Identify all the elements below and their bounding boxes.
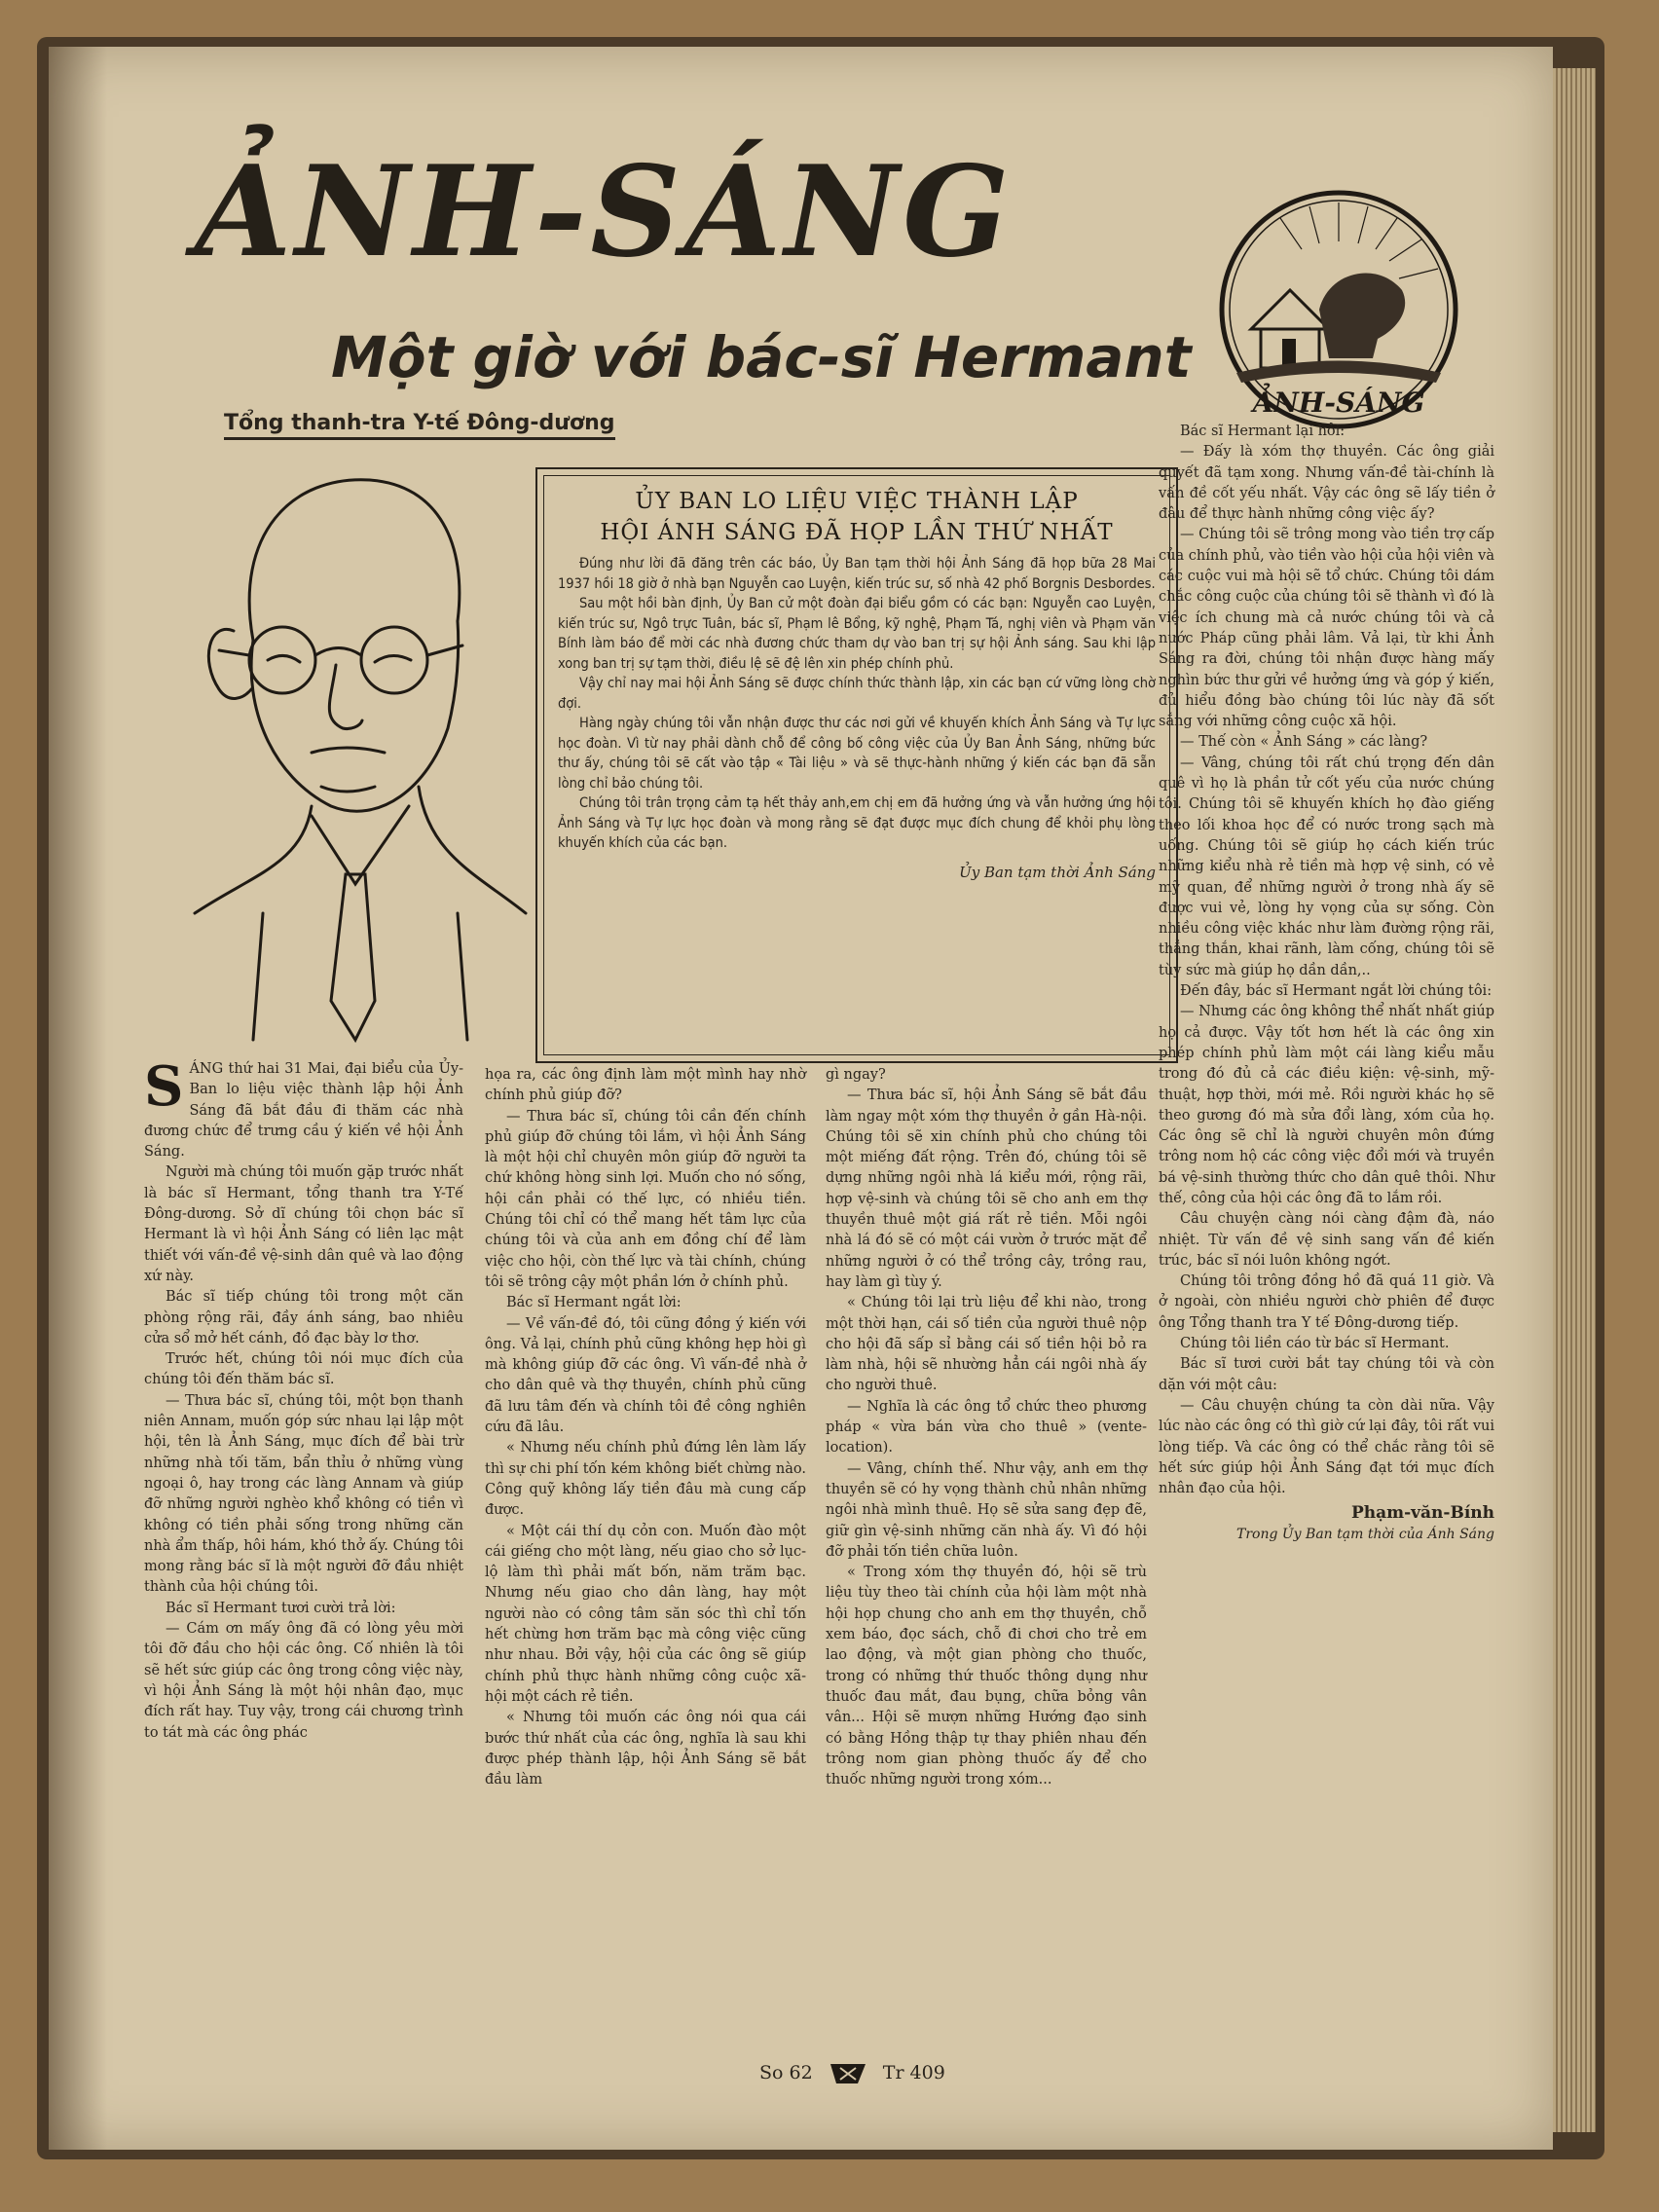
masthead-title: ẢNH-SÁNG xyxy=(195,139,1014,285)
article-paragraph: — Về vấn-đề đó, tôi cũng đồng ý kiến với ông. Vả lại, chính phủ cũng không hẹp hòi gì mà không giúp đỡ các ông. Vì vấn-đề nhà ở cho dân quê và thợ thuyền, chính phủ cũng đã lưu tâm đến và chính tôi đề công nghiên cứu đã lâu. xyxy=(485,1315,806,1436)
article-paragraph: Bác sĩ Hermant lại hỏi: xyxy=(1180,424,1346,439)
article-paragraph: Bác sĩ Hermant tươi cười trả lời: xyxy=(166,1600,396,1616)
house-roof-icon xyxy=(1251,290,1329,329)
page-stack-edge xyxy=(1553,68,1596,2132)
article-paragraph: — Câu chuyện chúng ta còn dài nữa. Vậy lúc nào các ông có thì giờ cứ lại đây, tôi rất vui lòng tiếp. Và các ông có thể chắc rằng tôi sẽ hết sức giúp hội Ảnh Sáng đạt tới mục đích nhân đạo của hội. xyxy=(1159,1397,1494,1497)
article-paragraph: — Nghĩa là các ông tổ chức theo phương pháp « vừa bán vừa cho thuê » (vente-location). xyxy=(826,1398,1147,1456)
newspaper-page xyxy=(49,47,1553,2150)
article-column-1 xyxy=(144,1054,463,1744)
notice-paragraph: Vậy chỉ nay mai hội Ảnh Sáng sẽ được chính thức thành lập, xin các bạn cứ vững lòng chờ đợi. xyxy=(558,676,1156,712)
article-paragraph: Đến đây, bác sĩ Hermant ngắt lời chúng tôi: xyxy=(1180,983,1493,1000)
ear-icon xyxy=(208,629,251,698)
article-paragraph: — Vâng, chính thế. Như vậy, anh em thợ thuyền sẽ có hy vọng thành chủ nhân những ngôi nhà mình thuê. Họ sẽ sửa sang đẹp đẽ, giữ gìn vệ-sinh những căn nhà ấy. Vì đó hội đỡ phải tốn tiền chữa luôn. xyxy=(826,1460,1147,1560)
article-column-4 xyxy=(1159,422,1494,1545)
drop-cap: S xyxy=(144,1054,184,1119)
notice-paragraph: Đúng như lời đã đăng trên các báo, Ủy Ban tạm thời hội Ảnh Sáng đã họp bữa 28 Mai 1937 hồi 18 giờ ở nhà bạn Nguyễn cao Luyện, kiến trúc sư, số nhà 42 phố Borgnis Desbordes. xyxy=(558,556,1156,592)
notice-heading-line1: ỦY BAN LO LIỆU VIỆC THÀNH LẬP xyxy=(635,489,1079,514)
article-paragraph: Bác sĩ tươi cười bắt tay chúng tôi và còn dặn với một câu: xyxy=(1159,1356,1494,1393)
shoulder-line xyxy=(195,806,312,913)
article-title: Một giờ với bác-sĩ Hermant xyxy=(331,324,1192,390)
article-paragraph: Trước hết, chúng tôi nói mục đích của chúng tôi đến thăm bác sĩ. xyxy=(144,1351,463,1388)
article-paragraph: Bác sĩ tiếp chúng tôi trong một căn phòng rộng rãi, đầy ánh sáng, bao nhiêu cửa sổ mở hết cánh, đồ đạc bày lơ thơ. xyxy=(144,1289,463,1346)
fist-icon xyxy=(1319,274,1405,358)
article-paragraph: — Thưa bác sĩ, chúng tôi, một bọn thanh niên Annam, muốn góp sức nhau lại lập một hội, tên là Ảnh Sáng, mục đích để bài trừ những nhà tối tăm, bẩn thỉu ở những vùng ngoại ô, hay trong các làng Annam và giúp đỡ những người nghèo khổ không có tiền vì không có tiền phải sống trong những căn nhà ẩm thấp, hôi hám, khó thở ấy. Chúng tôi mong rằng bác sĩ là một người đỡ đầu nhiệt thành của hội chúng tôi. xyxy=(144,1392,463,1596)
article-paragraph: họa ra, các ông định làm một mình hay nhờ chính phủ giúp đỡ? xyxy=(485,1067,806,1104)
notice-paragraph: Sau một hồi bàn định, Ủy Ban cử một đoàn đại biểu gồm có các bạn: Nguyễn cao Luyện, kiến trúc sư, Ngô trực Tuân, bác sĩ, Phạm lê Bổng, kỹ nghệ, Phạm Tá, nghị viên và Phạm văn Bính làm báo để mời các nhà đương chức tham dự vào ban trị sự hội Ảnh sáng. Sau khi lập xong ban trị sự tạm thời, điều lệ sẽ đệ lên xin phép chính phủ. xyxy=(558,596,1156,672)
article-byline: Tổng thanh-tra Y-tế Đông-dương xyxy=(224,411,615,440)
article-paragraph: « Chúng tôi lại trù liệu để khi nào, trong một thời hạn, cái số tiền của người thuê nộp cho hội đã sấp sỉ bằng cái số tiền hội bỏ ra làm nhà, hội sẽ nhường hẳn cái ngôi nhà ấy cho người thuê. xyxy=(826,1295,1147,1394)
glasses-right-icon xyxy=(361,627,427,693)
collar-icon xyxy=(312,806,409,884)
notice-signature: Ủy Ban tạm thời Ảnh Sáng xyxy=(959,863,1156,881)
logo-text: ẢNH-SÁNG xyxy=(1252,387,1425,419)
article-paragraph: — Đấy là xóm thợ thuyền. Các ông giải quyết đã tạm xong. Nhưng vấn-đề tài-chính là vấn đề cốt yếu nhất. Vậy các ông sẽ lấy tiền ở đâu để thực hành những công việc ấy? xyxy=(1159,444,1494,523)
article-paragraph: — Thưa bác sĩ, hội Ảnh Sáng sẽ bắt đầu làm ngay một xóm thợ thuyền ở gần Hà-nội. Chúng tôi sẽ xin chính phủ cho chúng tôi một miếng đất rộng. Trên đó, chúng tôi sẽ dựng những ngôi nhà lá kiểu mới, rộng rãi, hợp vệ-sinh và chúng tôi sẽ cho anh em thợ thuyền thuê một giá rất rẻ tiền. Mỗi ngôi nhà lá đó sẽ có một cái vườn ở trước mặt để những người ở có thể trồng cây, trồng rau, hay làm gì tùy ý. xyxy=(826,1088,1147,1290)
article-paragraph: « Nhưng tôi muốn các ông nói qua cái bước thứ nhất của các ông, nghĩa là sau khi được phép thành lập, hội Ảnh Sáng sẽ bắt đầu làm xyxy=(485,1710,806,1788)
article-paragraph: — Cám ơn mấy ông đã có lòng yêu mời tôi đỡ đầu cho hội các ông. Cố nhiên là tôi sẽ hết sức giúp các ông trong công việc này, vì hội Ảnh Sáng là một hội nhân đạo, mục đích rất hay. Tuy vậy, trong cái chương trình to tát mà các ông phác xyxy=(144,1621,463,1741)
article-paragraph: — Nhưng các ông không thể nhất nhất giúp họ cả được. Vậy tốt hơn hết là các ông xin phép chính phủ làm một cái làng kiểu mẫu trong đó đủ cả các điều kiện: vệ-sinh, mỹ-thuật, hợp thời, mới mẻ. Rồi người khác họ sẽ theo gương đó mà sửa đổi làng, xóm của họ. Các ông sẽ chỉ là người chuyên môn đứng trông nom hộ các công việc đổi mới và truyền bá vệ-sinh thường thức cho dân quê thôi. Như thế, công của hội các ông đã to lắm rồi. xyxy=(1159,1004,1494,1206)
article-column-3 xyxy=(826,1065,1147,1790)
article-paragraph: Câu chuyện càng nói càng đậm đà, náo nhiệt. Từ vấn đề vệ sinh sang vấn đề kiến trúc, bác sĩ nói luôn không ngớt. xyxy=(1159,1211,1494,1269)
author-affiliation: Trong Ủy Ban tạm thời của Ánh Sáng xyxy=(1235,1526,1494,1542)
anh-sang-logo xyxy=(1212,183,1465,446)
page-number: Tr 409 xyxy=(882,2062,945,2083)
lead-paragraph: SÁNG thứ hai 31 Mai, đại biểu của Ủy-Ban lo liệu việc thành lập hội Ảnh Sáng đã bắt đầu đi thăm các nhà đương chức để trưng cầu ý kiến về hội Ảnh Sáng. xyxy=(144,1054,463,1161)
author-signature: Phạm-văn-Bính xyxy=(1350,1503,1494,1524)
article-paragraph: « Một cái thí dụ cỏn con. Muốn đào một cái giếng cho một làng, nếu giao cho sở lục-lộ làm thì phải mất bốn, năm trăm bạc. Nhưng nếu giao cho dân làng, hay một người nào có công tâm săn sóc thì chỉ tốn hết chừng hơn trăm bạc mà công việc cũng như nhau. Bởi vậy, hội của các ông sẽ giúp chính phủ thực hành những công cuộc xã-hội một cách rẻ tiền. xyxy=(485,1523,806,1705)
head-outline xyxy=(249,480,460,641)
binding-shadow xyxy=(49,47,107,2150)
notice-heading-line2: HỘI ÁNH SÁNG ĐÃ HỌP LẦN THỨ NHẤT xyxy=(600,520,1114,545)
publisher-mark-icon xyxy=(829,2060,867,2087)
portrait-drawing xyxy=(175,456,535,1059)
issue-number: So 62 xyxy=(759,2062,813,2083)
page-footer xyxy=(759,2060,945,2087)
mouth-icon xyxy=(312,748,385,753)
article-paragraph: Chúng tôi trông đồng hồ đã quá 11 giờ. Và ở ngoài, còn nhiều người chờ phiên để được ông Tổng thanh tra Y tế Đông-dương tiếp. xyxy=(1159,1273,1494,1331)
committee-notice-box xyxy=(535,467,1178,1063)
article-paragraph: — Chúng tôi sẽ trông mong vào tiền trợ cấp của chính phủ, vào tiền vào hội của hội viên và các cuộc vui mà hội sẽ tổ chức. Chúng tôi dám chắc công cuộc của chúng tôi sẽ thành vì đó là việc ích chung mà cả nước chúng tôi và cả nước Pháp cũng phải lâm. Vả lại, từ khi Ảnh Sáng ra đời, chúng tôi nhận được hàng mấy nghìn bức thư gửi về hưởng ứng và góp ý kiến, đủ hiểu đồng bào chúng tôi lúc này đã sốt sắng với những công cuộc xã hội. xyxy=(1159,527,1494,730)
ground-icon xyxy=(1236,361,1441,384)
article-paragraph: Bác sĩ Hermant ngắt lời: xyxy=(506,1295,682,1311)
article-paragraph: Chúng tôi liền cáo từ bác sĩ Hermant. xyxy=(1180,1336,1450,1352)
glasses-left-icon xyxy=(249,627,315,693)
article-column-2 xyxy=(485,1065,806,1790)
article-paragraph: — Thế còn « Ảnh Sáng » các làng? xyxy=(1180,734,1428,751)
article-paragraph: — Vâng, chúng tôi rất chú trọng đến dân quê vì họ là phần tử cốt yếu của nước chúng tôi. Chúng tôi sẽ khuyến khích họ đào giếng theo lối khoa học để có nước trong sạch mà uống. Chúng tôi sẽ giúp họ cách kiến trúc những kiểu nhà rẻ tiền mà hợp vệ sinh, có vẻ mỹ quan, để những người ở trong nhà ấy sẽ được vui vẻ, lòng hy vọng của sự sống. Còn nhiều công việc khác như làm đường rộng rãi, thẳng thắn, khai rãnh, làm cống, chúng tôi sẽ tùy sức mà giúp họ dần dần,.. xyxy=(1159,755,1494,978)
notice-paragraph: Chúng tôi trân trọng cảm tạ hết thảy anh,em chị em đã hưởng ứng và vẫn hưởng ứng hội Ảnh Sáng và Tự lực học đoàn và mong rằng sẽ đạt được mục đích chung để khỏi phụ lòng khuyến khích của các bạn. xyxy=(558,795,1156,851)
nose-icon xyxy=(329,665,362,729)
article-paragraph: Người mà chúng tôi muốn gặp trước nhất là bác sĩ Hermant, tổng thanh tra Y-Tế Đông-dương. Sở dĩ chúng tôi chọn bác sĩ Hermant là vì hội Ảnh Sáng có liên lạc mật thiết với vấn-đề vệ-sinh dân quê và lao động xứ này. xyxy=(144,1164,463,1284)
notice-paragraph: Hàng ngày chúng tôi vẫn nhận được thư các nơi gửi về khuyến khích Ảnh Sáng và Tự lực học đoàn. Vì từ nay phải dành chỗ để công bố công việc của Ủy Ban Ảnh Sáng, những bức thư ấy, chúng tôi sẽ cất vào tập « Tài liệu » và sẽ thực-hành những ý kiến các bạn đã sẵn lòng chỉ bảo chúng tôi. xyxy=(558,716,1156,792)
article-paragraph: gì ngay? xyxy=(826,1067,886,1083)
article-paragraph: « Trong xóm thợ thuyền đó, hội sẽ trù liệu tùy theo tài chính của hội làm một nhà hội họp chung cho anh em thợ thuyền, chỗ xem báo, đọc sách, chỗ đi chơi cho trẻ em lao động, và một gian phòng cho thuốc, trong có những thứ thuốc thông dụng như thuốc đau mắt, đau bụng, chữa bỏng vân vân... Hội sẽ mượn những Hướng đạo sinh có bằng Hồng thập tự thay phiên nhau đến trông nom gian phòng thuốc ấy để cho thuốc những người trong xóm... xyxy=(826,1565,1147,1788)
article-paragraph: — Thưa bác sĩ, chúng tôi cần đến chính phủ giúp đỡ chúng tôi lắm, vì hội Ảnh Sáng là một hội chỉ chuyên môn giúp đỡ người ta chứ không hòng sinh lợi. Muốn cho nó sống, hội cần phải có thế lực, có nhiều tiền. Chúng tôi chỉ có thể mang hết tâm lực của chúng tôi và của anh em đồng chí để làm việc cho hội, còn thế lực và tài chính, chúng tôi sẽ trông cậy một phần lớn ở chính phủ. xyxy=(485,1108,806,1290)
article-paragraph: « Nhưng nếu chính phủ đứng lên làm lấy thì sự chi phí tốn kém không biết chừng nào. Công quỹ không lấy tiền đâu mà cung cấp được. xyxy=(485,1440,806,1519)
necktie-icon xyxy=(331,874,375,1040)
